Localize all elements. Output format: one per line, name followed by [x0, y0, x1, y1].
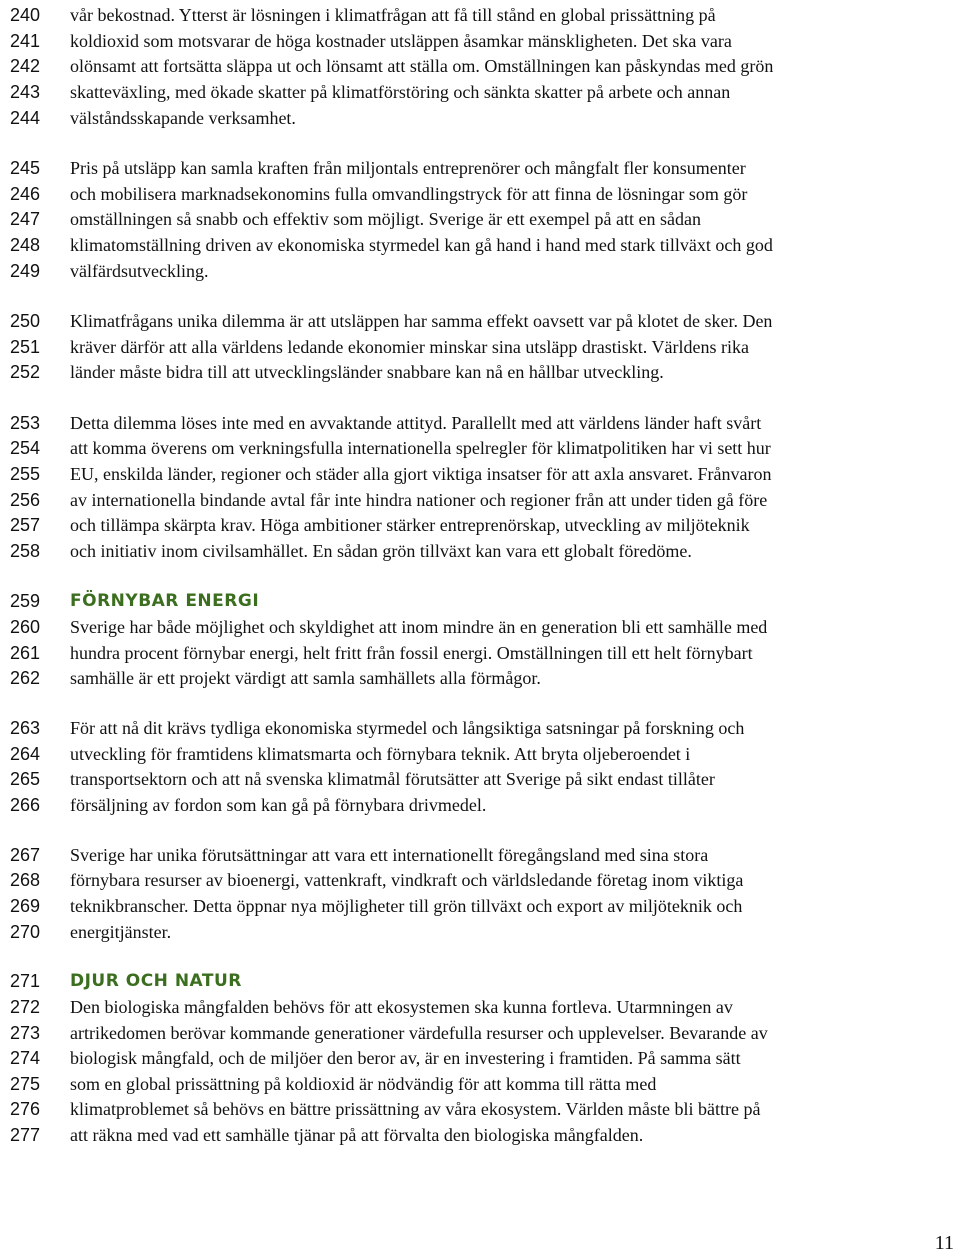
line-text: länder måste bidra till att utvecklingsländer snabbare kan nå en hållbar utveckling. — [70, 362, 664, 382]
line-text: att räkna med vad ett samhälle tjänar på att förvalta den biologiska mångfalden. — [70, 1125, 644, 1145]
line-number: 243 — [9, 82, 40, 102]
line-text: att komma överens om verkningsfulla internationella spelregler för klimatpolitiken har vi sett hur — [70, 438, 771, 458]
line-number: 263 — [9, 718, 40, 738]
text-line — [0, 742, 960, 767]
text-line — [0, 54, 960, 79]
line-text: Detta dilemma löses inte med en avvaktande attityd. Parallellt med att världens länder haft svårt — [70, 413, 762, 433]
line-number: 275 — [9, 1074, 40, 1094]
text-line — [0, 615, 960, 640]
text-line — [0, 462, 960, 487]
line-text: hundra procent förnybar energi, helt fritt från fossil energi. Omställningen till ett helt förnybart — [70, 643, 753, 663]
line-text: biologisk mångfald, och de miljöer den beror av, är en investering i framtiden. På samma sätt — [70, 1048, 741, 1068]
line-text: av internationella bindande avtal får inte hindra nationer och regioner från att under tiden gå före — [70, 490, 768, 510]
line-number: 261 — [9, 643, 40, 663]
line-text: försäljning av fordon som kan gå på förnybara drivmedel. — [70, 795, 487, 815]
line-number: 273 — [9, 1023, 40, 1043]
section-heading-line — [0, 589, 960, 614]
line-text: klimatomställning driven av ekonomiska styrmedel kan gå hand i hand med stark tillväxt och god — [70, 235, 773, 255]
line-number: 259 — [9, 591, 40, 611]
line-text: artrikedomen berövar kommande generationer värdefulla resurser och upplevelser. Bevarande av — [70, 1023, 768, 1043]
line-text: energitjänster. — [70, 922, 172, 942]
text-line — [0, 539, 960, 564]
text-line — [0, 182, 960, 207]
text-line — [0, 488, 960, 513]
text-line — [0, 1072, 960, 1097]
line-number: 258 — [9, 541, 40, 561]
line-number: 253 — [9, 413, 40, 433]
text-line — [0, 233, 960, 258]
text-line — [0, 843, 960, 868]
line-number: 242 — [9, 56, 40, 76]
line-number: 274 — [9, 1048, 40, 1068]
text-line — [0, 920, 960, 945]
text-line — [0, 156, 960, 181]
text-line — [0, 335, 960, 360]
line-number: 269 — [9, 896, 40, 916]
line-number: 257 — [9, 515, 40, 535]
text-line — [0, 513, 960, 538]
line-text: utveckling för framtidens klimatsmarta och förnybara teknik. Att bryta oljeberoendet i — [70, 744, 691, 764]
line-text: och tillämpa skärpta krav. Höga ambitioner stärker entreprenörskap, utveckling av miljöteknik — [70, 515, 750, 535]
text-line — [0, 106, 960, 131]
line-number: 241 — [9, 31, 40, 51]
line-number: 270 — [9, 922, 40, 942]
line-text: välfärdsutveckling. — [70, 261, 209, 281]
line-number: 250 — [9, 311, 40, 331]
text-line — [0, 767, 960, 792]
line-text: klimatproblemet så behövs en bättre prissättning av våra ekosystem. Världen måste bli bättre på — [70, 1099, 761, 1119]
line-number: 255 — [9, 464, 40, 484]
line-number: 256 — [9, 490, 40, 510]
line-text: förnybara resurser av bioenergi, vattenkraft, vindkraft och världsledande företag inom viktiga — [70, 870, 744, 890]
line-number: 246 — [9, 184, 40, 204]
text-line — [0, 436, 960, 461]
line-text: Klimatfrågans unika dilemma är att utsläppen har samma effekt oavsett var på klotet de sker. Den — [70, 311, 773, 331]
text-line — [0, 411, 960, 436]
text-line — [0, 29, 960, 54]
line-text: Den biologiska mångfalden behövs för att ekosystemen ska kunna fortleva. Utarmningen av — [70, 997, 733, 1017]
section-heading: FÖRNYBAR ENERGI — [70, 591, 260, 611]
line-number: 276 — [9, 1099, 40, 1119]
line-number: 272 — [9, 997, 40, 1017]
text-line — [0, 1097, 960, 1122]
text-line — [0, 995, 960, 1020]
line-number: 264 — [9, 744, 40, 764]
line-text: Pris på utsläpp kan samla kraften från miljontals entreprenörer och mångfalt fler konsumenter — [70, 158, 746, 178]
line-number: 254 — [9, 438, 40, 458]
line-number: 240 — [9, 5, 40, 25]
line-number: 249 — [9, 261, 40, 281]
line-text: samhälle är ett projekt värdigt att samla samhällets alla förmågor. — [70, 668, 541, 688]
line-number: 271 — [9, 971, 40, 991]
line-text: vår bekostnad. Ytterst är lösningen i klimatfrågan att få till stånd en global prissättning på — [70, 5, 716, 25]
section-heading: DJUR OCH NATUR — [70, 971, 242, 991]
line-number: 260 — [9, 617, 40, 637]
text-line — [0, 793, 960, 818]
text-line — [0, 309, 960, 334]
line-number: 265 — [9, 769, 40, 789]
section-heading-line — [0, 969, 960, 994]
line-text: som en global prissättning på koldioxid är nödvändig för att komma till rätta med — [70, 1074, 657, 1094]
text-line — [0, 360, 960, 385]
line-text: transportsektorn och att nå svenska klimatmål förutsätter att Sverige på sikt endast tillåter — [70, 769, 715, 789]
line-number: 277 — [9, 1125, 40, 1145]
line-text: och initiativ inom civilsamhället. En sådan grön tillväxt kan vara ett globalt föredöme. — [70, 541, 692, 561]
line-number: 266 — [9, 795, 40, 815]
line-text: EU, enskilda länder, regioner och städer alla gjort viktiga insatser för att axla ansvaret. Frånvaron — [70, 464, 772, 484]
text-line — [0, 80, 960, 105]
text-line — [0, 259, 960, 284]
text-line — [0, 641, 960, 666]
text-line — [0, 666, 960, 691]
text-line — [0, 868, 960, 893]
line-text: välståndsskapande verksamhet. — [70, 108, 296, 128]
text-line — [0, 1046, 960, 1071]
line-number: 267 — [9, 845, 40, 865]
line-number: 262 — [9, 668, 40, 688]
line-text: För att nå dit krävs tydliga ekonomiska styrmedel och långsiktiga satsningar på forskning och — [70, 718, 745, 738]
page-number: 11 — [934, 1232, 954, 1254]
line-text: olönsamt att fortsätta släppa ut och lönsamt att ställa om. Omställningen kan påskyndas med grön — [70, 56, 774, 76]
text-line — [0, 3, 960, 28]
line-number: 245 — [9, 158, 40, 178]
line-number: 247 — [9, 209, 40, 229]
line-text: skatteväxling, med ökade skatter på klimatförstöring och sänkta skatter på arbete och annan — [70, 82, 731, 102]
line-text: Sverige har unika förutsättningar att vara ett internationellt föregångsland med sina stora — [70, 845, 709, 865]
line-number: 248 — [9, 235, 40, 255]
line-text: och mobilisera marknadsekonomins fulla omvandlingstryck för att finna de lösningar som gör — [70, 184, 748, 204]
line-text: kräver därför att alla världens ledande ekonomier minskar sina utsläpp drastiskt. Världens rika — [70, 337, 749, 357]
line-number: 252 — [9, 362, 40, 382]
line-text: koldioxid som motsvarar de höga kostnader utsläppen åsamkar mänskligheten. Det ska vara — [70, 31, 732, 51]
line-text: Sverige har både möjlighet och skyldighet att inom mindre än en generation bli ett samhälle med — [70, 617, 768, 637]
line-text: teknikbranscher. Detta öppnar nya möjligheter till grön tillväxt och export av miljöteknik och — [70, 896, 743, 916]
line-number: 268 — [9, 870, 40, 890]
text-line — [0, 894, 960, 919]
text-line — [0, 1021, 960, 1046]
line-number: 244 — [9, 108, 40, 128]
text-line — [0, 1123, 960, 1148]
line-text: omställningen så snabb och effektiv som möjligt. Sverige är ett exempel på att en sådan — [70, 209, 702, 229]
text-line — [0, 207, 960, 232]
text-line — [0, 716, 960, 741]
line-number: 251 — [9, 337, 40, 357]
